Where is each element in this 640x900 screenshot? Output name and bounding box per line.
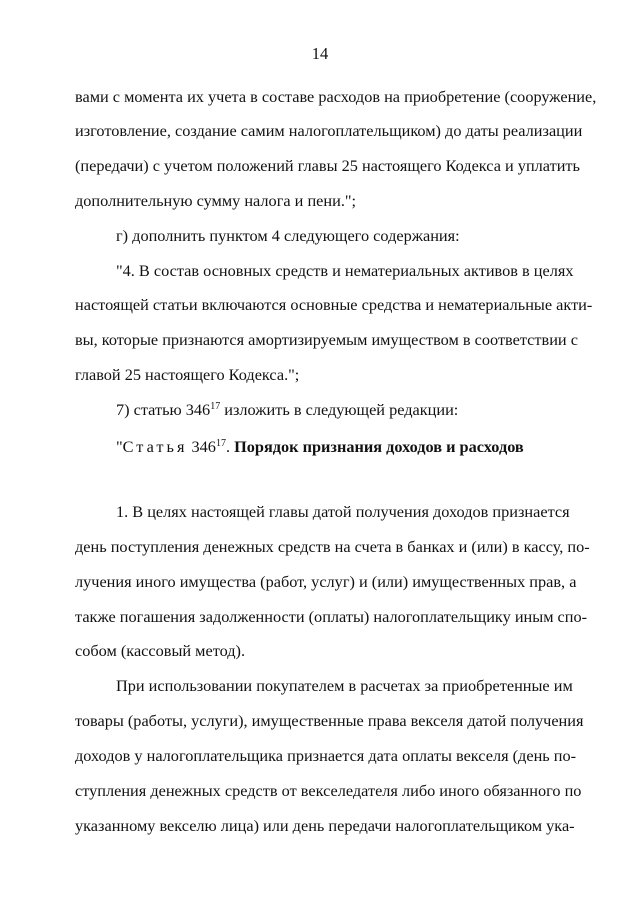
text-line: главой 25 настоящего Кодекса."; — [75, 365, 300, 384]
quote-mark: " — [116, 437, 123, 456]
article-number: 346 — [187, 437, 216, 456]
text-line: указанному векселю лица) или день передачи налогоплательщиком ука- — [75, 816, 575, 835]
text-line: настоящей статьи включаются основные средства и нематериальные акти- — [75, 295, 593, 314]
superscript: 17 — [210, 401, 221, 412]
text-line: дополнительную сумму налога и пени."; — [75, 191, 357, 210]
article-title: Порядок признания доходов и расходов — [234, 437, 524, 456]
text-line: "4. В состав основных средств и нематериальных активов в целях — [116, 261, 574, 280]
text-line: изготовление, создание самим налогоплательщиком) до даты реализации — [75, 121, 583, 140]
text-line: 1. В целях настоящей главы датой получения доходов признается — [116, 502, 570, 521]
text-fragment: . — [225, 437, 235, 456]
text-line: ступления денежных средств от векселедателя либо иного обязанного по — [75, 781, 582, 800]
article-heading — [116, 437, 524, 457]
text-line: (передачи) с учетом положений главы 25 настоящего Кодекса и уплатить — [75, 156, 580, 175]
text-line: собом (кассовый метод). — [75, 641, 246, 660]
text-line: доходов у налогоплательщика признается дата оплаты векселя (день по- — [75, 746, 577, 765]
text-line: день поступления денежных средств на счета в банках и (или) в кассу, по- — [75, 537, 590, 556]
text-line: также погашения задолженности (оплаты) налогоплательщику иным спо- — [75, 607, 588, 626]
text-line: г) дополнить пунктом 4 следующего содержания: — [116, 226, 460, 245]
text-line: товары (работы, услуги), имущественные права векселя датой получения — [75, 711, 584, 730]
text-fragment: 7) статью 346 — [116, 400, 211, 419]
text-line: лучения иного имущества (работ, услуг) и (или) имущественных прав, а — [75, 572, 577, 591]
article-word: Статья — [122, 437, 188, 456]
text-line: При использовании покупателем в расчетах за приобретенные им — [116, 676, 573, 695]
page-number: 14 — [311, 44, 329, 63]
text-line — [116, 400, 458, 420]
text-fragment: изложить в следующей редакции: — [220, 400, 459, 419]
text-line: вами с момента их учета в составе расходов на приобретение (сооружение, — [75, 87, 597, 106]
text-line: вы, которые признаются амортизируемым имуществом в соответствии с — [75, 330, 578, 349]
superscript: 17 — [215, 438, 226, 449]
